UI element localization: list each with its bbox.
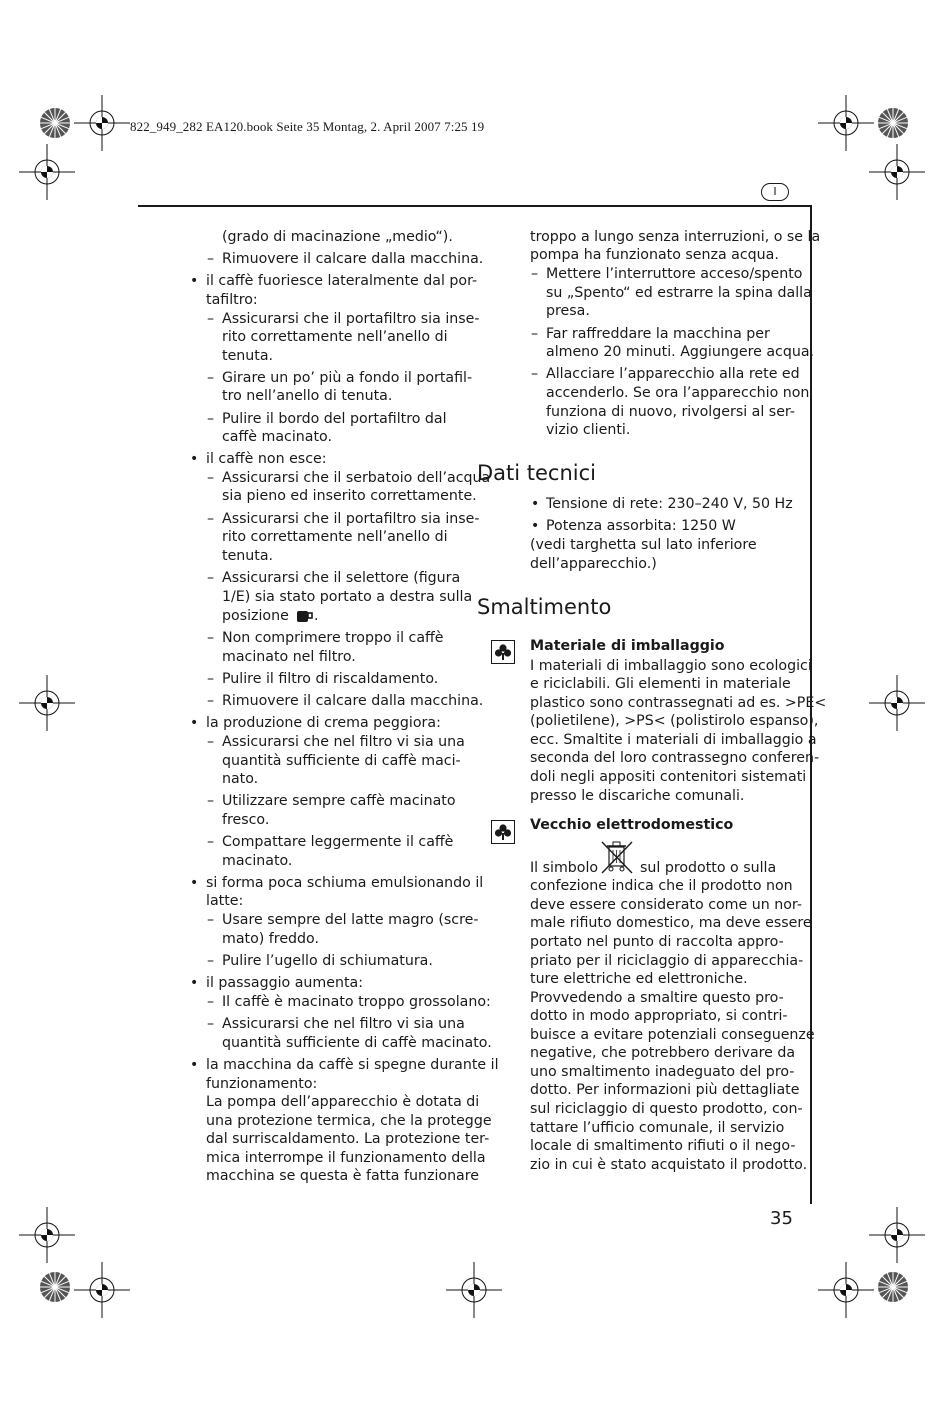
text-line: Girare un po’ più a fondo il portafil- xyxy=(222,370,473,386)
dash-marker: – xyxy=(207,630,215,646)
text-line: buisce a evitare potenziali conseguenze xyxy=(530,1027,815,1043)
registration-mark xyxy=(869,675,925,731)
dash-marker: – xyxy=(531,326,539,342)
dash-marker: – xyxy=(531,366,539,382)
text-line: vizio clienti. xyxy=(546,422,631,438)
text-line: latte: xyxy=(206,893,244,909)
text-line: dotto. Per informazioni più dettagliate xyxy=(530,1082,800,1098)
text-line: macchina se questa è fatta funzionare xyxy=(206,1168,479,1184)
text-line: I materiali di imballaggio sono ecologici xyxy=(530,658,812,674)
text-line: tenuta. xyxy=(222,548,274,564)
text-line: il caffè fuoriesce lateralmente dal por- xyxy=(206,273,478,289)
text-line: caffè macinato. xyxy=(222,429,332,445)
language-badge: I xyxy=(761,183,789,201)
subheading-vecchio: Vecchio elettrodomestico xyxy=(530,817,734,833)
text-line: accenderlo. Se ora l’apparecchio non xyxy=(546,385,810,401)
registration-mark xyxy=(869,1207,925,1263)
text-line: Non comprimere troppo il caffè xyxy=(222,630,444,646)
registration-mark xyxy=(446,1262,502,1318)
text-line: seconda del loro contrassegno conferen- xyxy=(530,750,820,766)
text-line: mato) freddo. xyxy=(222,931,319,947)
text-line: Rimuovere il calcare dalla macchina. xyxy=(222,693,484,709)
text-line: e riciclabili. Gli elementi in materiale xyxy=(530,676,791,692)
crossed-bin-icon xyxy=(598,838,636,876)
dash-marker: – xyxy=(207,1016,215,1032)
text-line: Usare sempre del latte magro (scre- xyxy=(222,912,479,928)
text-line: Pulire il bordo del portafiltro dal xyxy=(222,411,447,427)
text-line: funzionamento: xyxy=(206,1076,318,1092)
text-line: dal surriscaldamento. La protezione ter- xyxy=(206,1131,490,1147)
text-line: 1/E) sia stato portato a destra sulla xyxy=(222,589,473,605)
starburst-bottom-right xyxy=(878,1272,908,1302)
text-line: macinato nel filtro. xyxy=(222,649,356,665)
text-line: sul riciclaggio di questo prodotto, con- xyxy=(530,1101,803,1117)
dash-marker: – xyxy=(207,470,215,486)
dash-marker: – xyxy=(207,734,215,750)
text-line: su „Spento“ ed estrarre la spina dalla xyxy=(546,285,812,301)
file-info-header: 822_949_282 EA120.book Seite 35 Montag, 2. April 2007 7:25 19 xyxy=(130,119,485,134)
section-heading-smaltimento: Smaltimento xyxy=(477,595,612,619)
text-line: Utilizzare sempre caffè macinato xyxy=(222,793,456,809)
text-line: Assicurarsi che il portafiltro sia inse- xyxy=(222,311,480,327)
bullet-marker: • xyxy=(190,1057,199,1073)
dash-marker: – xyxy=(207,570,215,586)
recycling-leaf-icon xyxy=(491,820,515,844)
dash-marker: – xyxy=(531,266,539,282)
bullet-marker: • xyxy=(190,451,199,467)
top-rule xyxy=(138,205,812,207)
text-line: (grado di macinazione „medio“). xyxy=(222,229,453,245)
dash-marker: – xyxy=(207,912,215,928)
text-line: confezione indica che il prodotto non xyxy=(530,878,793,894)
text-line: quantità sufficiente di caffè maci- xyxy=(222,753,461,769)
text-line: rito correttamente nell’anello di xyxy=(222,529,448,545)
text-line: Il simbolo xyxy=(530,860,599,876)
text-line: la macchina da caffè si spegne durante il xyxy=(206,1057,499,1073)
text-line: (polietilene), >PS< (polistirolo espanso), xyxy=(530,713,819,729)
text-line: locale di smaltimento rifiuti o il nego- xyxy=(530,1138,796,1154)
starburst-top-left xyxy=(40,108,70,138)
text-line: una protezione termica, che la protegge xyxy=(206,1113,492,1129)
text-line: uno smaltimento inadeguato del pro- xyxy=(530,1064,795,1080)
text-line: posizione xyxy=(222,608,289,624)
dash-marker: – xyxy=(207,511,215,527)
dash-marker: – xyxy=(207,834,215,850)
registration-mark xyxy=(818,95,874,151)
dash-marker: – xyxy=(207,953,215,969)
text-line: male rifiuto domestico, ma deve essere xyxy=(530,915,812,931)
dash-marker: – xyxy=(207,693,215,709)
text-line: Assicurarsi che il serbatoio dell’acqua xyxy=(222,470,491,486)
registration-mark xyxy=(19,1207,75,1263)
text-line: Il caffè è macinato troppo grossolano: xyxy=(222,994,491,1010)
text-line: si forma poca schiuma emulsionando il xyxy=(206,875,484,891)
text-line: dell’apparecchio.) xyxy=(530,556,657,572)
text-line: troppo a lungo senza interruzioni, o se la xyxy=(530,229,821,245)
bullet-marker: • xyxy=(531,518,540,534)
text-line: Pulire il filtro di riscaldamento. xyxy=(222,671,439,687)
text-line: almeno 20 minuti. Aggiungere acqua. xyxy=(546,344,815,360)
text-line: (vedi targhetta sul lato inferiore xyxy=(530,537,757,553)
text-line: fresco. xyxy=(222,812,270,828)
bullet-marker: • xyxy=(190,273,199,289)
text-line: Assicurarsi che nel filtro vi sia una xyxy=(222,1016,465,1032)
dash-marker: – xyxy=(207,370,215,386)
text-line: ecc. Smaltite i materiali di imballaggio a xyxy=(530,732,817,748)
text-line: Far raffreddare la macchina per xyxy=(546,326,770,342)
text-line: Compattare leggermente il caffè xyxy=(222,834,454,850)
text-line: Tensione di rete: 230–240 V, 50 Hz xyxy=(546,496,793,512)
text-line: presso le discariche comunali. xyxy=(530,788,745,804)
text-line: rito correttamente nell’anello di xyxy=(222,329,448,345)
recycling-leaf-icon xyxy=(491,640,515,664)
text-line: . xyxy=(314,608,319,624)
registration-mark xyxy=(74,1262,130,1318)
text-line: deve essere considerato come un nor- xyxy=(530,897,802,913)
text-line: tro nell’anello di tenuta. xyxy=(222,388,393,404)
starburst-bottom-left xyxy=(40,1272,70,1302)
text-line: quantità sufficiente di caffè macinato. xyxy=(222,1035,492,1051)
dash-marker: – xyxy=(207,994,215,1010)
bullet-marker: • xyxy=(531,496,540,512)
text-line: doli negli appositi contenitori sistemati xyxy=(530,769,807,785)
text-line: macinato. xyxy=(222,853,293,869)
text-line: Provvedendo a smaltire questo pro- xyxy=(530,990,784,1006)
text-line: pompa ha funzionato senza acqua. xyxy=(530,247,779,263)
text-line: la produzione di crema peggiora: xyxy=(206,715,441,731)
bullet-marker: • xyxy=(190,875,199,891)
text-line: tafiltro: xyxy=(206,292,258,308)
registration-mark xyxy=(869,144,925,200)
text-line: sia pieno ed inserito correttamente. xyxy=(222,488,477,504)
dash-marker: – xyxy=(207,671,215,687)
text-line: il caffè non esce: xyxy=(206,451,327,467)
text-line: Rimuovere il calcare dalla macchina. xyxy=(222,251,484,267)
section-heading-dati-tecnici: Dati tecnici xyxy=(477,461,597,485)
text-line: Mettere l’interruttore acceso/spento xyxy=(546,266,803,282)
text-line: tattare l’ufficio comunale, il servizio xyxy=(530,1120,785,1136)
text-line: portato nel punto di raccolta appro- xyxy=(530,934,784,950)
text-line: ture elettriche ed elettroniche. xyxy=(530,971,748,987)
dash-marker: – xyxy=(207,311,215,327)
text-line: dotto in modo appropriato, si contri- xyxy=(530,1008,788,1024)
text-line: negative, che potrebbero derivare da xyxy=(530,1045,796,1061)
coffee-cup-icon xyxy=(296,609,314,625)
text-line: presa. xyxy=(546,303,590,319)
registration-mark xyxy=(818,1262,874,1318)
text-line: Potenza assorbita: 1250 W xyxy=(546,518,736,534)
registration-mark xyxy=(19,144,75,200)
text-line: priato per il riciclaggio di apparecchia- xyxy=(530,953,804,969)
text-line: Assicurarsi che nel filtro vi sia una xyxy=(222,734,465,750)
text-line: zio in cui è stato acquistato il prodotto. xyxy=(530,1157,808,1173)
text-line: nato. xyxy=(222,771,259,787)
registration-mark xyxy=(74,95,130,151)
dash-marker: – xyxy=(207,793,215,809)
page-number: 35 xyxy=(770,1208,793,1229)
bullet-marker: • xyxy=(190,715,199,731)
text-line: il passaggio aumenta: xyxy=(206,975,363,991)
starburst-top-right xyxy=(878,108,908,138)
bullet-marker: • xyxy=(190,975,199,991)
text-line: Assicurarsi che il portafiltro sia inse- xyxy=(222,511,480,527)
text-line: funziona di nuovo, rivolgersi al ser- xyxy=(546,404,795,420)
dash-marker: – xyxy=(207,411,215,427)
text-line: tenuta. xyxy=(222,348,274,364)
text-line: sul prodotto o sulla xyxy=(640,860,777,876)
text-line: La pompa dell’apparecchio è dotata di xyxy=(206,1094,480,1110)
text-line: Assicurarsi che il selettore (figura xyxy=(222,570,461,586)
text-line: mica interrompe il funzionamento della xyxy=(206,1150,486,1166)
text-line: Pulire l’ugello di schiumatura. xyxy=(222,953,433,969)
registration-mark xyxy=(19,675,75,731)
text-line: Allacciare l’apparecchio alla rete ed xyxy=(546,366,800,382)
text-line: plastico sono contrassegnati ad es. >PE< xyxy=(530,695,827,711)
subheading-materiale: Materiale di imballaggio xyxy=(530,638,725,654)
dash-marker: – xyxy=(207,251,215,267)
